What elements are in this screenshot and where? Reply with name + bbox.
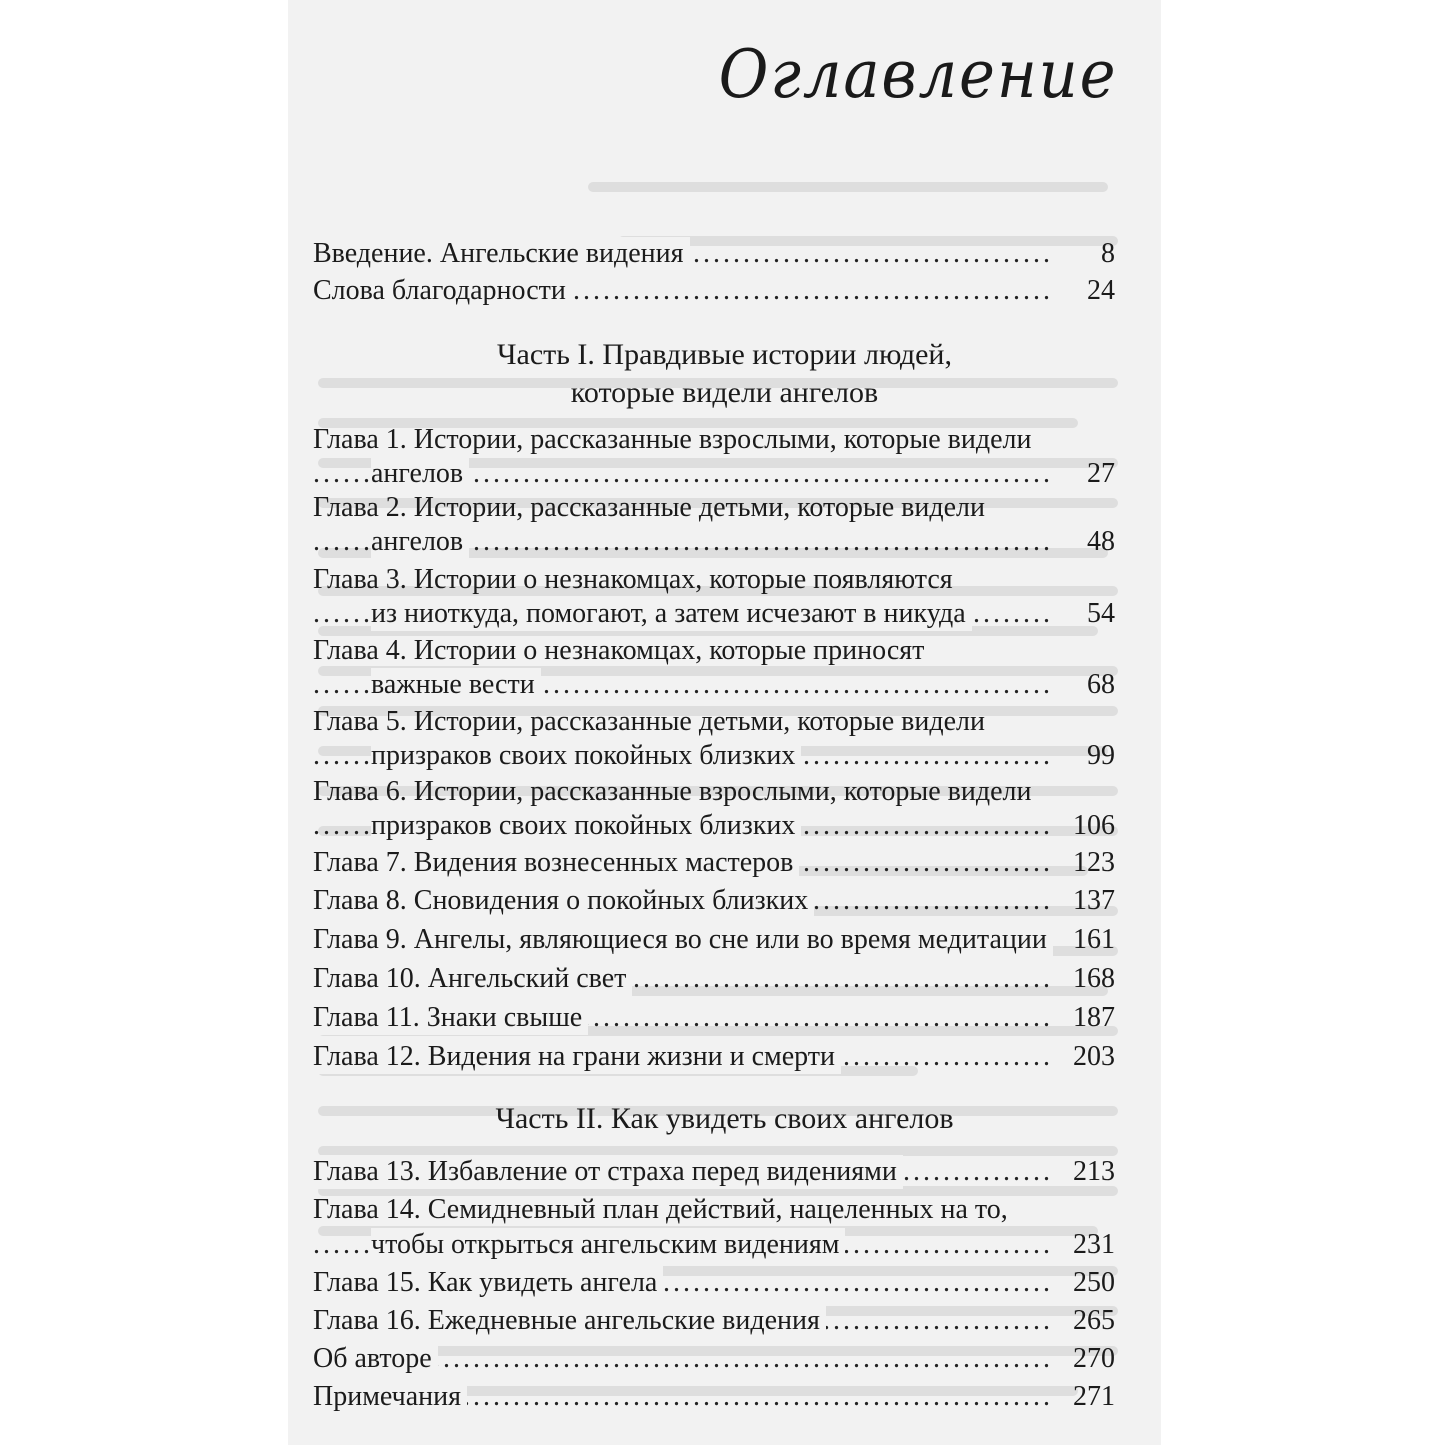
toc-page-number: 99 [1087, 740, 1115, 771]
toc-entry-label: Глава 10. Ангельский свет [313, 962, 632, 996]
toc-entry-label: Глава 15. Как увидеть ангела [313, 1266, 663, 1300]
toc-page-number: 54 [1087, 598, 1115, 629]
toc-page-number: 27 [1087, 458, 1115, 489]
toc-entry-chapter-9 [313, 923, 1115, 957]
toc-entry-notes [313, 1380, 1115, 1414]
toc-page-number: 203 [1073, 1041, 1115, 1072]
toc-entry-chapter-13 [313, 1155, 1115, 1189]
toc-entry-label: важные вести [371, 668, 541, 702]
toc-page-number: 250 [1073, 1267, 1115, 1298]
toc-page-number: 8 [1101, 238, 1115, 269]
toc-entry-label: Глава 7. Видения вознесенных мастеров [313, 846, 799, 880]
toc-entry-label: Слова благодарности [313, 274, 572, 308]
toc-entry-first-line: Глава 4. Истории о незнакомцах, которые приносят [313, 635, 925, 666]
toc-page-number: 168 [1073, 963, 1115, 994]
toc-page-number: 270 [1073, 1343, 1115, 1374]
toc-entry-label: Глава 12. Видения на грани жизни и смерти [313, 1040, 841, 1074]
toc-page-number: 123 [1073, 847, 1115, 878]
toc-entry-chapter-15 [313, 1266, 1115, 1300]
toc-page-number: 271 [1073, 1381, 1115, 1412]
book-page [288, 0, 1161, 1445]
toc-entry-chapter-6 [313, 809, 1115, 843]
toc-entry-label: Примечания [313, 1380, 467, 1414]
toc-entry-label: Глава 13. Избавление от страха перед видениями [313, 1155, 903, 1189]
toc-page-number: 231 [1073, 1229, 1115, 1260]
toc-entry-chapter-14 [313, 1228, 1115, 1262]
toc-entry-chapter-8 [313, 884, 1115, 918]
part-heading-1-subtitle: которые видели ангелов [570, 376, 879, 409]
toc-page-number: 68 [1087, 669, 1115, 700]
page-title: Оглавление [718, 36, 1117, 113]
toc-entry-label: призраков своих покойных близких [371, 809, 801, 843]
toc-entry-label: Введение. Ангельские видения [313, 237, 690, 271]
toc-entry-chapter-4 [313, 668, 1115, 702]
toc-entry-first-line: Глава 14. Семидневный план действий, нацеленных на то, [313, 1194, 1008, 1225]
toc-page-number: 137 [1073, 885, 1115, 916]
toc-entry-label: Глава 16. Ежедневные ангельские видения [313, 1304, 826, 1338]
toc-entry-label: из ниоткуда, помогают, а затем исчезают в никуда [371, 597, 972, 631]
toc-entry-first-line: Глава 2. Истории, рассказанные детьми, которые видели [313, 492, 985, 523]
toc-entry-label: ангелов [371, 457, 469, 491]
toc-page-number: 213 [1073, 1156, 1115, 1187]
toc-entry-label: Об авторе [313, 1342, 438, 1376]
toc-entry-acknowledgements [313, 274, 1115, 308]
toc-entry-label: чтобы открыться ангельским видениям [371, 1228, 845, 1262]
toc-entry-chapter-1 [313, 457, 1115, 491]
toc-entry-first-line: Глава 1. Истории, рассказанные взрослыми, которые видели [313, 424, 1032, 455]
toc-entry-label: Глава 8. Сновидения о покойных близких [313, 884, 814, 918]
toc-entry-chapter-16 [313, 1304, 1115, 1338]
toc-page-number: 48 [1087, 526, 1115, 557]
toc-entry-label: Глава 11. Знаки свыше [313, 1001, 588, 1035]
toc-page-number: 161 [1073, 924, 1115, 955]
toc-page-number: 265 [1073, 1305, 1115, 1336]
toc-entry-chapter-2 [313, 525, 1115, 559]
toc-entry-chapter-5 [313, 739, 1115, 773]
toc-entry-first-line: Глава 3. Истории о незнакомцах, которые появляются [313, 564, 953, 595]
part-heading-1: Часть I. Правдивые истории людей, [497, 338, 952, 371]
toc-entry-introduction [313, 237, 1115, 271]
toc-page-number: 24 [1087, 275, 1115, 306]
toc-entry-first-line: Глава 5. Истории, рассказанные детьми, которые видели [313, 706, 985, 737]
toc-entry-about-author [313, 1342, 1115, 1376]
toc-entry-label: ангелов [371, 525, 469, 559]
toc-entry-label: призраков своих покойных близких [371, 739, 801, 773]
toc-entry-chapter-7 [313, 846, 1115, 880]
part-heading-2: Часть II. Как увидеть своих ангелов [495, 1102, 954, 1135]
toc-entry-chapter-12 [313, 1040, 1115, 1074]
toc-entry-chapter-11 [313, 1001, 1115, 1035]
toc-page-number: 106 [1073, 810, 1115, 841]
toc-entry-label: Глава 9. Ангелы, являющиеся во сне или во время медитации [313, 923, 1053, 957]
toc-entry-first-line: Глава 6. Истории, рассказанные взрослыми, которые видели [313, 776, 1032, 807]
toc-page-number: 187 [1073, 1002, 1115, 1033]
toc-entry-chapter-3 [313, 597, 1115, 631]
toc-entry-chapter-10 [313, 962, 1115, 996]
